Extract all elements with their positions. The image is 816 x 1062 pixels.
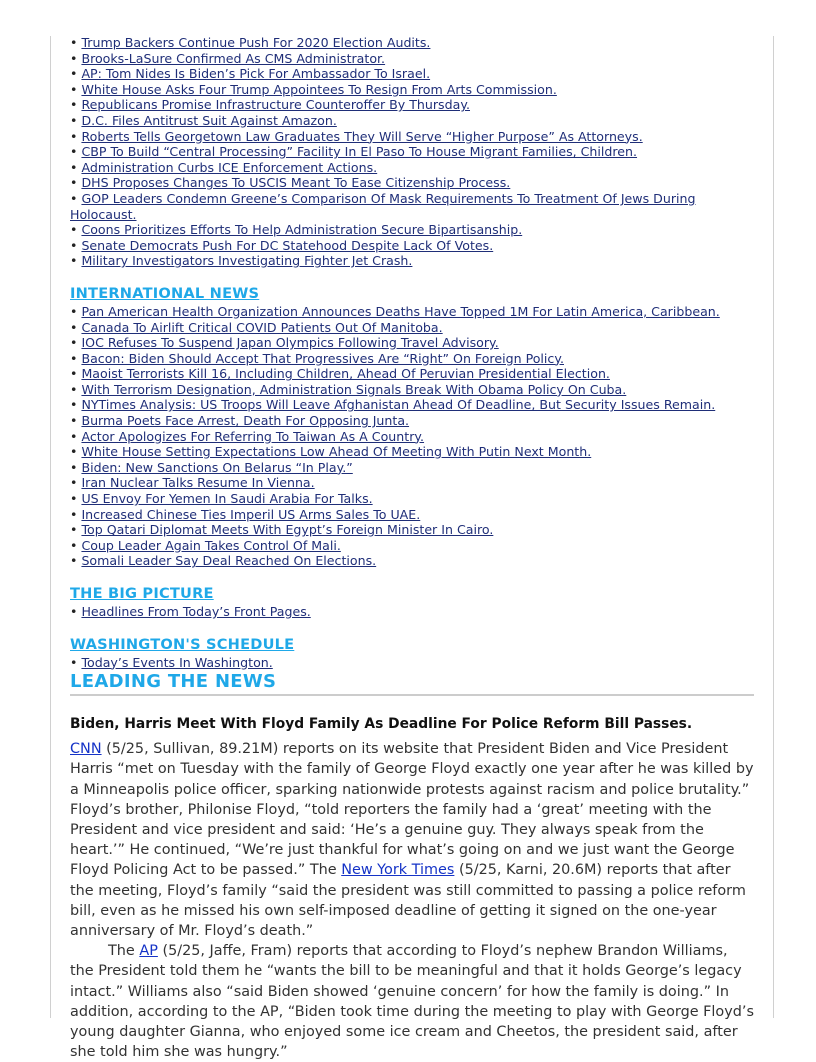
page-right-border xyxy=(773,36,774,1018)
list-item: • Republicans Promise Infrastructure Counteroffer By Thursday. xyxy=(70,97,470,113)
list-item: • IOC Refuses To Suspend Japan Olympics Following Travel Advisory. xyxy=(70,335,499,351)
international-headline-list xyxy=(70,304,754,569)
headline-link[interactable]: Canada To Airlift Critical COVID Patients Out Of Manitoba. xyxy=(81,319,443,335)
list-item: • D.C. Files Antitrust Suit Against Amazon. xyxy=(70,112,337,128)
list-item: • Burma Poets Face Arrest, Death For Opposing Junta. xyxy=(70,413,410,429)
list-item: • NYTimes Analysis: US Troops Will Leave Afghanistan Ahead Of Deadline, But Security Issues Remain. xyxy=(70,397,716,413)
list-item: • With Terrorism Designation, Administration Signals Break With Obama Policy On Cuba. xyxy=(70,381,627,397)
headline-link[interactable]: Military Investigators Investigating Fighter Jet Crash. xyxy=(81,253,413,269)
headline-link[interactable]: Burma Poets Face Arrest, Death For Opposing Junta. xyxy=(81,413,410,429)
headline-link[interactable]: Top Qatari Diplomat Meets With Egypt’s Foreign Minister In Cairo. xyxy=(81,522,494,538)
headline-link[interactable]: GOP Leaders Condemn Greene’s Comparison Of Mask Requirements To Treatment Of Jews During Holocaust. xyxy=(70,190,696,222)
paragraph-text: (5/25, Sullivan, 89.21M) reports on its website that President Biden and Vice President Harris “met on Tuesday with the family of George Floyd exactly one year after he was killed by a Minneapolis police officer, sparking nationwide protests against racism and police brutality.” Floyd’s brother, Philonise Floyd, “told reporters the family had a ‘great’ meeting with the President and vice president and said: ‘He’s a genuine guy. They always speak from the heart.’” He continued, “We’re just thankful for what’s going on and we just want the George Floyd Policing Act to be passed.” The xyxy=(70,741,754,879)
list-item: • Actor Apologizes For Referring To Taiwan As A Country. xyxy=(70,428,425,444)
list-item: • Coons Prioritizes Efforts To Help Administration Secure Bipartisanship. xyxy=(70,222,523,238)
headline-link[interactable]: DHS Proposes Changes To USCIS Meant To Ease Citizenship Process. xyxy=(81,175,511,191)
headline-link[interactable]: D.C. Files Antitrust Suit Against Amazon. xyxy=(81,112,337,128)
list-item: • Increased Chinese Ties Imperil US Arms Sales To UAE. xyxy=(70,506,421,522)
headline-link[interactable]: US Envoy For Yemen In Saudi Arabia For Talks. xyxy=(81,491,373,507)
headline-link[interactable]: Increased Chinese Ties Imperil US Arms Sales To UAE. xyxy=(81,506,421,522)
list-item: • Trump Backers Continue Push For 2020 Election Audits. xyxy=(70,35,431,50)
headline-link[interactable]: Coup Leader Again Takes Control Of Mali. xyxy=(81,537,341,553)
headline-link[interactable]: Pan American Health Organization Announces Deaths Have Topped 1M For Latin America, Caribbean. xyxy=(81,303,720,319)
schedule-list xyxy=(70,655,754,671)
international-news-heading[interactable]: INTERNATIONAL NEWS xyxy=(70,284,260,302)
paragraph-text: (5/25, Karni, 20.6M) reports that after the meeting, Floyd’s family “said the president was still committed to passing a police reform bill, even as he missed his own self-imposed deadline of getting it signed on the one-year anniversary of Mr. Floyd’s death.” xyxy=(70,862,746,940)
headline-link[interactable]: Administration Curbs ICE Enforcement Actions. xyxy=(81,159,378,175)
headline-link[interactable]: Iran Nuclear Talks Resume In Vienna. xyxy=(81,475,315,491)
headline-link[interactable]: Trump Backers Continue Push For 2020 Election Audits. xyxy=(81,35,431,50)
headline-link[interactable]: Senate Democrats Push For DC Statehood Despite Lack Of Votes. xyxy=(81,237,494,253)
headline-link[interactable]: Biden: New Sanctions On Belarus “In Play.” xyxy=(81,459,353,475)
headline-link[interactable]: With Terrorism Designation, Administration Signals Break With Obama Policy On Cuba. xyxy=(81,381,627,397)
list-item: • Coup Leader Again Takes Control Of Mali. xyxy=(70,537,341,553)
list-item: • Pan American Health Organization Announces Deaths Have Topped 1M For Latin America, Caribbean. xyxy=(70,303,720,319)
list-item: • Military Investigators Investigating Fighter Jet Crash. xyxy=(70,253,413,269)
headline-link[interactable]: Today’s Events In Washington. xyxy=(81,654,273,670)
headline-link[interactable]: Bacon: Biden Should Accept That Progressives Are “Right” On Foreign Policy. xyxy=(81,350,564,366)
newsletter-page xyxy=(70,35,754,1062)
list-item: • Top Qatari Diplomat Meets With Egypt’s Foreign Minister In Cairo. xyxy=(70,522,494,538)
article-body xyxy=(70,739,754,1062)
source-link-cnn[interactable]: CNN xyxy=(70,741,102,758)
headline-link[interactable]: Coons Prioritizes Efforts To Help Administration Secure Bipartisanship. xyxy=(81,222,523,238)
list-item: • Roberts Tells Georgetown Law Graduates They Will Serve “Higher Purpose” As Attorneys. xyxy=(70,128,643,144)
paragraph-text: The xyxy=(108,943,140,960)
headline-link[interactable]: AP: Tom Nides Is Biden’s Pick For Ambassador To Israel. xyxy=(81,66,431,82)
list-item: • Administration Curbs ICE Enforcement Actions. xyxy=(70,159,378,175)
headline-link[interactable]: Republicans Promise Infrastructure Counteroffer By Thursday. xyxy=(81,97,470,113)
list-item: • Maoist Terrorists Kill 16, Including Children, Ahead Of Peruvian Presidential Election. xyxy=(70,366,610,382)
list-item: • Today’s Events In Washington. xyxy=(70,654,273,670)
source-link-ap[interactable]: AP xyxy=(139,943,158,960)
domestic-headline-list xyxy=(70,35,754,269)
headline-link[interactable]: Maoist Terrorists Kill 16, Including Children, Ahead Of Peruvian Presidential Election. xyxy=(81,366,610,382)
list-item: • Canada To Airlift Critical COVID Patients Out Of Manitoba. xyxy=(70,319,443,335)
list-item: • Senate Democrats Push For DC Statehood Despite Lack Of Votes. xyxy=(70,237,494,253)
big-picture-heading[interactable]: THE BIG PICTURE xyxy=(70,585,214,602)
list-item: • Brooks-LaSure Confirmed As CMS Administrator. xyxy=(70,50,386,66)
list-item: • Iran Nuclear Talks Resume In Vienna. xyxy=(70,475,315,491)
page-left-border xyxy=(50,36,51,1018)
headline-link[interactable]: Somali Leader Say Deal Reached On Elections. xyxy=(81,553,377,569)
washington-schedule-heading[interactable]: WASHINGTON'S SCHEDULE xyxy=(70,635,295,653)
headline-link[interactable]: IOC Refuses To Suspend Japan Olympics Following Travel Advisory. xyxy=(81,335,499,351)
headline-link[interactable]: White House Setting Expectations Low Ahead Of Meeting With Putin Next Month. xyxy=(81,444,592,460)
article-paragraph xyxy=(70,941,754,1062)
headline-link[interactable]: Actor Apologizes For Referring To Taiwan As A Country. xyxy=(81,428,425,444)
list-item: • White House Setting Expectations Low Ahead Of Meeting With Putin Next Month. xyxy=(70,444,592,460)
list-item: • Biden: New Sanctions On Belarus “In Play.” xyxy=(70,459,353,475)
headline-link[interactable]: Roberts Tells Georgetown Law Graduates They Will Serve “Higher Purpose” As Attorneys. xyxy=(81,128,643,144)
headline-link[interactable]: CBP To Build “Central Processing” Facility In El Paso To House Migrant Families, Children. xyxy=(81,144,638,160)
article-title: Biden, Harris Meet With Floyd Family As Deadline For Police Reform Bill Passes. xyxy=(70,716,693,733)
headline-link[interactable]: White House Asks Four Trump Appointees To Resign From Arts Commission. xyxy=(81,81,557,97)
list-item: • Bacon: Biden Should Accept That Progressives Are “Right” On Foreign Policy. xyxy=(70,350,564,366)
paragraph-text: (5/25, Jaffe, Fram) reports that according to Floyd’s nephew Brandon Williams, the President told them he “wants the bill to be meaningful and that it holds George’s legacy intact.” Williams also “said Biden showed ‘genuine concern’ for how the family is doing.” In addition, according to the AP, “Biden took time during the meeting to play with George Floyd’s young daughter Gianna, who enjoyed some ice cream and Cheetos, the president said, after she told him she was hungry.” xyxy=(70,943,754,1061)
headline-link[interactable]: NYTimes Analysis: US Troops Will Leave Afghanistan Ahead Of Deadline, But Security Issues Remain. xyxy=(81,397,716,413)
list-item: • US Envoy For Yemen In Saudi Arabia For Talks. xyxy=(70,491,373,507)
big-picture-list xyxy=(70,604,754,620)
list-item: • AP: Tom Nides Is Biden’s Pick For Ambassador To Israel. xyxy=(70,66,431,82)
headline-link[interactable]: Brooks-LaSure Confirmed As CMS Administrator. xyxy=(81,50,386,66)
list-item: • Headlines From Today’s Front Pages. xyxy=(70,604,311,619)
list-item: • CBP To Build “Central Processing” Facility In El Paso To House Migrant Families, Children. xyxy=(70,144,638,160)
article-paragraph xyxy=(70,739,754,941)
leading-the-news-heading: LEADING THE NEWS xyxy=(70,672,754,696)
list-item: • Somali Leader Say Deal Reached On Elections. xyxy=(70,553,377,569)
list-item: • GOP Leaders Condemn Greene’s Comparison Of Mask Requirements To Treatment Of Jews During Holocaust. xyxy=(70,190,696,222)
list-item: • White House Asks Four Trump Appointees To Resign From Arts Commission. xyxy=(70,81,557,97)
source-link-nyt[interactable]: New York Times xyxy=(341,862,455,879)
list-item: • DHS Proposes Changes To USCIS Meant To Ease Citizenship Process. xyxy=(70,175,511,191)
headline-link[interactable]: Headlines From Today’s Front Pages. xyxy=(81,604,311,619)
